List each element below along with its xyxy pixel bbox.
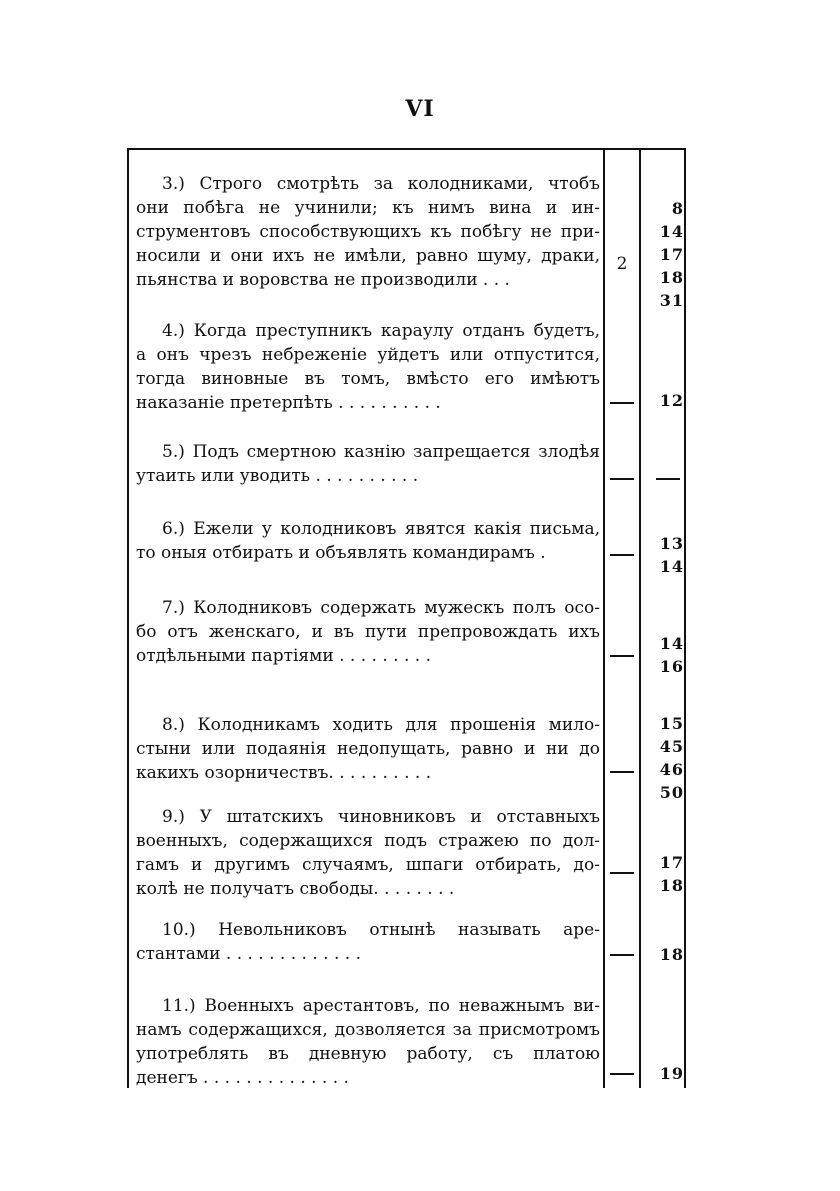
entry-text-line: военныхъ, содержащихся подъ стражею по дол-: [136, 831, 600, 851]
article-dash: [610, 771, 634, 773]
page-reference: 18: [659, 268, 684, 287]
entry-text-line: колѣ не получатъ свободы. . . . . . . .: [136, 879, 455, 899]
entry-text-line: употреблять въ дневную работу, съ платою: [136, 1044, 600, 1064]
entry-text-line: бо отъ женскаго, и въ пути препровождать ихъ: [136, 622, 600, 642]
page-reference: 15: [659, 714, 684, 733]
page-reference: 14: [659, 557, 684, 576]
page-reference: 13: [659, 534, 684, 553]
entry-text-line: 6.) Ежели у колодниковъ явятся какія письма,: [162, 519, 600, 539]
entry-text-line: то оныя отбирать и объявлять командирамъ .: [136, 543, 546, 563]
entry-text-line: струментовъ способствующихъ къ побѣгу не при-: [136, 222, 600, 242]
page-reference: 12: [659, 391, 684, 410]
page-reference: 17: [659, 853, 684, 872]
entry-text-line: 10.) Невольниковъ отнынѣ называть аре-: [162, 920, 600, 940]
table-right-border: [684, 148, 686, 1088]
entry-text-line: носили и они ихъ не имѣли, равно шуму, драки,: [136, 246, 600, 266]
entry-text-line: какихъ озорничествъ. . . . . . . . . .: [136, 763, 432, 783]
entry-text-line: они побѣга не учинили; къ нимъ вина и ин-: [136, 198, 600, 218]
entry-text-line: гамъ и другимъ случаямъ, шпаги отбирать, до-: [136, 855, 600, 875]
entry-text-line: отдѣльными партіями . . . . . . . . .: [136, 646, 431, 666]
entry-text-line: стантами . . . . . . . . . . . . .: [136, 944, 361, 964]
entry-text-line: а онъ чрезъ небреженіе уйдетъ или отпустится,: [136, 345, 600, 365]
article-number: 2: [616, 254, 628, 274]
table-left-border: [127, 148, 129, 1088]
page-reference: 8: [671, 199, 684, 218]
entry-text-line: тогда виновные въ томъ, вмѣсто его имѣютъ: [136, 369, 600, 389]
entry-text-line: 3.) Строго смотрѣть за колодниками, чтобъ: [162, 174, 600, 194]
page-reference: 18: [659, 945, 684, 964]
page-reference: 31: [659, 291, 684, 310]
page-reference: 17: [659, 245, 684, 264]
article-dash: [610, 402, 634, 404]
article-dash: [610, 1073, 634, 1075]
article-dash: [610, 954, 634, 956]
page-number: VI: [405, 96, 435, 122]
page-reference-dash: [656, 478, 680, 480]
page-reference: 18: [659, 876, 684, 895]
entry-text-line: 9.) У штатскихъ чиновниковъ и отставныхъ: [162, 807, 600, 827]
page-reference: 14: [659, 222, 684, 241]
entry-text-line: намъ содержащихся, дозволяется за присмотромъ: [136, 1020, 600, 1040]
entry-text-line: 11.) Военныхъ арестантовъ, по неважнымъ ви-: [162, 996, 600, 1016]
entry-text-line: утаить или уводить . . . . . . . . . .: [136, 466, 419, 486]
page-reference: 14: [659, 634, 684, 653]
page-reference: 16: [659, 657, 684, 676]
page-reference: 50: [659, 783, 684, 802]
article-dash: [610, 478, 634, 480]
article-dash: [610, 554, 634, 556]
entry-text-line: пьянства и воровства не производили . . .: [136, 270, 510, 290]
entry-text-line: 4.) Когда преступникъ караулу отданъ будетъ,: [162, 321, 600, 341]
article-dash: [610, 872, 634, 874]
column-divider-articles: [603, 148, 605, 1088]
page-reference: 19: [659, 1064, 684, 1083]
entry-text-line: 7.) Колодниковъ содержать мужескъ полъ осо-: [162, 598, 600, 618]
entry-text-line: денегъ . . . . . . . . . . . . . .: [136, 1068, 349, 1088]
page-reference: 45: [659, 737, 684, 756]
page-reference: 46: [659, 760, 684, 779]
entry-text-line: 5.) Подъ смертною казнію запрещается злодѣя: [162, 442, 600, 462]
entry-text-line: стыни или подаянія недопущать, равно и ни до: [136, 739, 600, 759]
article-dash: [610, 655, 634, 657]
entry-text-line: наказаніе претерпѣть . . . . . . . . . .: [136, 393, 441, 413]
entry-text-line: 8.) Колодникамъ ходить для прошенія мило-: [162, 715, 600, 735]
